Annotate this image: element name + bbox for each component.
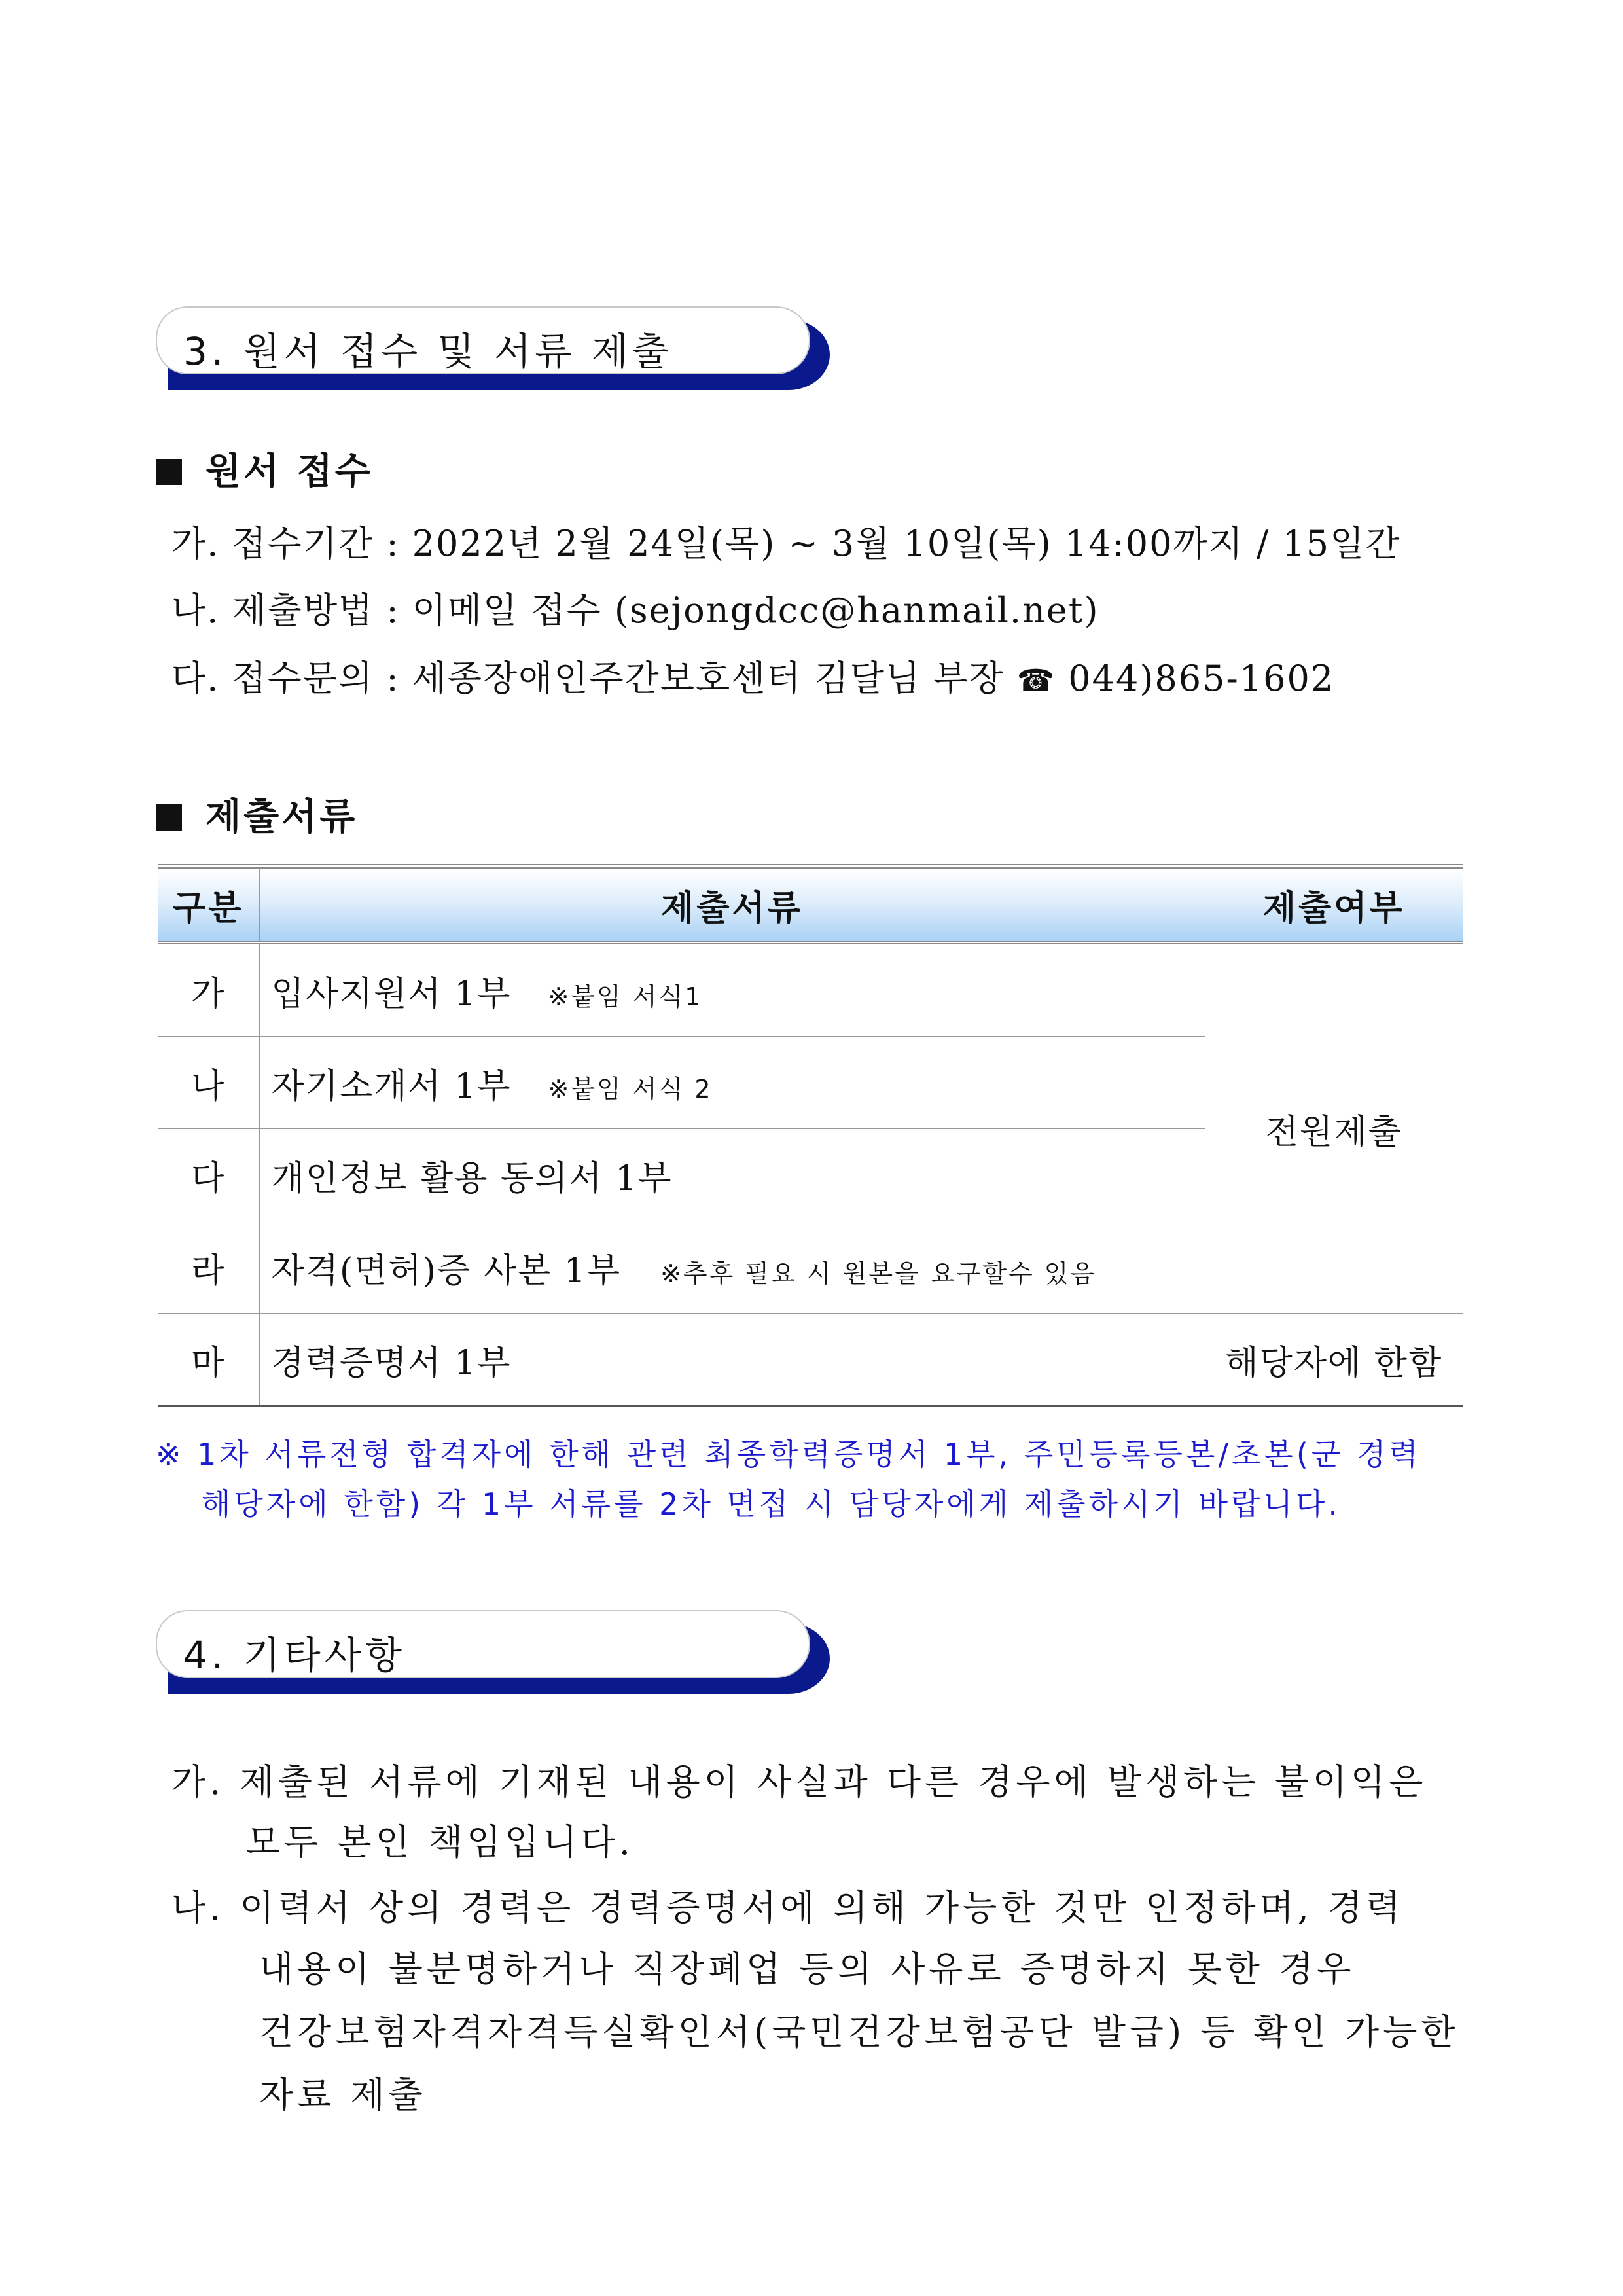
phone-number: 044)865-1602: [1068, 658, 1335, 699]
document-name: 입사지원서 1부: [271, 974, 512, 1014]
section-4-header: [156, 1610, 836, 1695]
row-code: 가: [158, 942, 259, 1037]
etc-item-b-line-2: 내용이 불분명하거나 직장폐업 등의 사유로 증명하지 못한 경우: [259, 1948, 1355, 1990]
etc-item-b-line-3: 건강보험자격자격득실확인서(국민건강보험공단 발급) 등 확인 가능한: [259, 2011, 1459, 2053]
status-all: 전원제출: [1205, 942, 1463, 1314]
application-inquiry: [171, 651, 1334, 701]
document-name: 자기소개서 1부: [271, 1066, 512, 1106]
section-3-header: [156, 306, 836, 391]
document-name: 개인정보 활용 동의서 1부: [271, 1158, 673, 1198]
application-heading: [156, 442, 373, 495]
documents-note-line-2: 해당자에 한함) 각 1부 서류를 2차 면접 시 담당자에게 제출하시기 바랍니다.: [202, 1486, 1341, 1522]
col-header-documents: 제출서류: [259, 867, 1205, 943]
application-heading-text: 원서 접수: [205, 450, 373, 493]
document-name: 자격(면허)증 사본 1부: [271, 1251, 622, 1291]
documents-heading-text: 제출서류: [205, 796, 358, 838]
square-bullet-icon: [156, 804, 182, 831]
table-row: [158, 942, 1463, 1037]
row-document: [259, 1221, 1205, 1314]
section-4-title: 4. 기타사항: [183, 1633, 406, 1677]
etc-item-b-line-1: 나. 이력서 상의 경력은 경력증명서에 의해 가능한 것만 인정하며, 경력: [171, 1887, 1404, 1928]
phone-icon: ☎: [1016, 662, 1056, 698]
documents-note-line-1: ※ 1차 서류전형 합격자에 한해 관련 최종학력증명서 1부, 주민등록등본/초본(군 경력: [156, 1437, 1421, 1472]
etc-item-a-line-1: 가. 제출된 서류에 기재된 내용이 사실과 다른 경우에 발생하는 불이익은: [171, 1761, 1427, 1803]
section-3-title: 3. 원서 접수 및 서류 제출: [183, 329, 673, 374]
table-row: [158, 1314, 1463, 1407]
document-note: ※추후 필요 시 원본을 요구할수 있음: [660, 1259, 1097, 1288]
status-applicable: 해당자에 한함: [1205, 1314, 1463, 1407]
document-name: 경력증명서 1부: [271, 1343, 512, 1383]
row-document: [259, 1129, 1205, 1221]
row-code: 다: [158, 1129, 259, 1221]
document-note: ※붙임 서식1: [548, 982, 703, 1011]
table-header-row: [158, 867, 1463, 943]
row-code: 나: [158, 1037, 259, 1129]
document-note: ※붙임 서식 2: [548, 1074, 713, 1103]
inquiry-text: 다. 접수문의 : 세종장애인주간보호센터 김달님 부장: [171, 658, 1005, 699]
row-document: [259, 1037, 1205, 1129]
col-header-status: 제출여부: [1205, 867, 1463, 943]
etc-item-b-line-4: 자료 제출: [259, 2074, 427, 2115]
application-period: 가. 접수기간 : 2022년 2월 24일(목) ~ 3월 10일(목) 14:00까지 / 15일간: [171, 523, 1401, 564]
application-method: 나. 제출방법 : 이메일 접수 (sejongdcc@hanmail.net): [171, 590, 1099, 631]
row-document: [259, 1314, 1205, 1407]
row-code: 라: [158, 1221, 259, 1314]
col-header-category: 구분: [158, 867, 259, 943]
etc-item-a-line-2: 모두 본인 책임입니다.: [246, 1821, 634, 1863]
row-document: [259, 942, 1205, 1037]
square-bullet-icon: [156, 459, 182, 485]
documents-table: [158, 864, 1463, 1407]
row-code: 마: [158, 1314, 259, 1407]
documents-heading: [156, 788, 357, 840]
